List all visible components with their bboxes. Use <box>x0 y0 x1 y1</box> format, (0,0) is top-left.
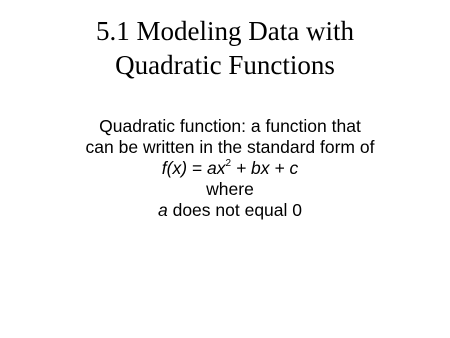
definition-line-1: Quadratic function: a function that <box>99 116 361 136</box>
title-line-2: Quadratic Functions <box>115 50 335 80</box>
formula-a-term: ax <box>207 158 226 178</box>
formula-lhs: f(x) <box>161 158 188 178</box>
formula-equals: = <box>187 158 208 178</box>
condition-text: does not equal 0 <box>167 200 302 220</box>
definition-line-5 <box>40 200 420 221</box>
variable-a: a <box>157 200 168 220</box>
title-line-1: 5.1 Modeling Data with <box>96 16 354 46</box>
formula-line <box>40 158 420 179</box>
formula-exponent: 2 <box>225 158 232 170</box>
formula-rest: + bx + c <box>231 158 299 178</box>
definition-line-4: where <box>206 179 254 199</box>
definition-text <box>40 116 420 221</box>
definition-line-2: can be written in the standard form of <box>85 137 375 157</box>
page-title <box>0 14 450 82</box>
